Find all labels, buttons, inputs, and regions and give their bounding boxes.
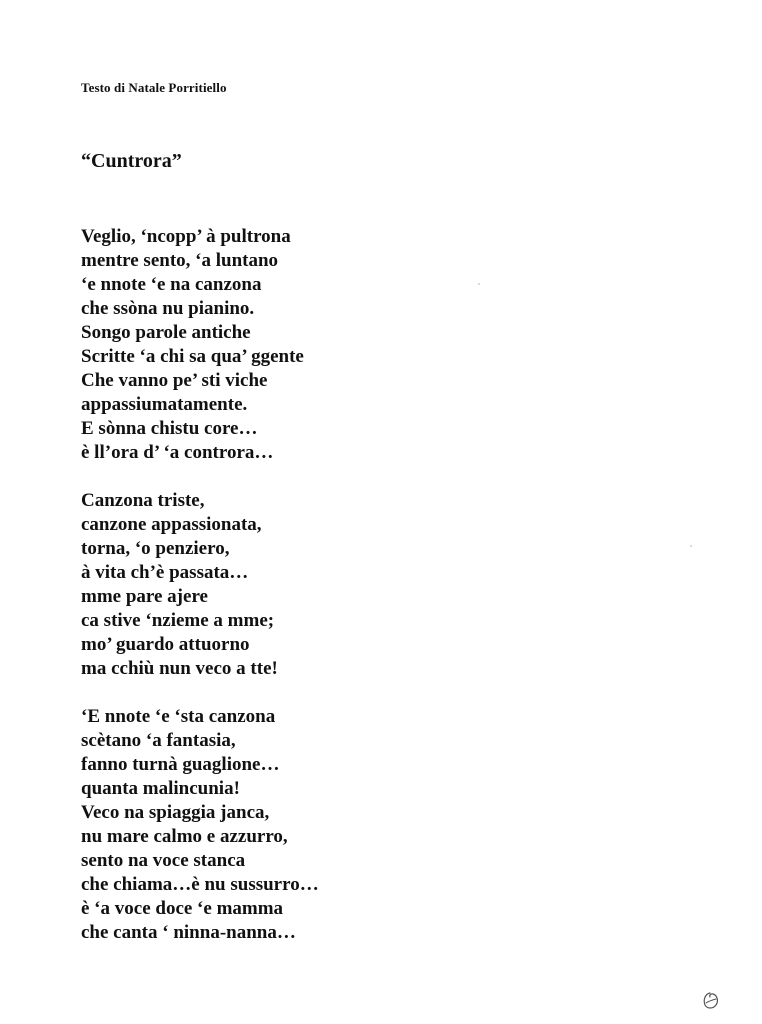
poem-line: appassiumatamente.: [81, 394, 248, 415]
poem-title: “Cuntrora”: [81, 150, 182, 172]
poem-line: Che vanno pe’ sti viche: [81, 370, 268, 391]
poem-line: Scritte ‘a chi sa qua’ ggente: [81, 346, 304, 367]
handwritten-mark-icon: [700, 990, 722, 1012]
poem-line: Songo parole antiche: [81, 322, 251, 343]
poem-line: Canzona triste,: [81, 490, 205, 511]
poem-line: scètano ‘a fantasia,: [81, 730, 236, 751]
poem-line: Veglio, ‘ncopp’ à pultrona: [81, 226, 291, 247]
poem-line: quanta malincunia!: [81, 778, 240, 799]
author-line: Testo di Natale Porritiello: [81, 80, 227, 95]
scan-speck: [690, 545, 692, 547]
stanza-2: [81, 489, 319, 681]
poem-line: ma cchiù nun veco a tte!: [81, 658, 278, 679]
poem-line: mentre sento, ‘a luntano: [81, 250, 279, 271]
poem-line: ca stive ‘nzieme a mme;: [81, 610, 275, 631]
poem-line: E sònna chistu core…: [81, 418, 258, 439]
poem-line: fanno turnà guaglione…: [81, 754, 280, 775]
poem-line: è ll’ora d’ ‘a controra…: [81, 442, 274, 463]
poem-line: canzone appassionata,: [81, 514, 262, 535]
poem-line: è ‘a voce doce ‘e mamma: [81, 898, 284, 919]
poem-line: Veco na spiaggia janca,: [81, 802, 270, 823]
poem-line: che ssòna nu pianino.: [81, 298, 255, 319]
poem-line: torna, ‘o penziero,: [81, 538, 230, 559]
poem-line: che chiama…è nu sussurro…: [81, 874, 319, 895]
poem-line: ‘e nnote ‘e na canzona: [81, 274, 262, 295]
poem-line: che canta ‘ ninna-nanna…: [81, 922, 296, 943]
poem-line: ‘E nnote ‘e ‘sta canzona: [81, 706, 276, 727]
poem-line: sento na voce stanca: [81, 850, 246, 871]
poem-line: nu mare calmo e azzurro,: [81, 826, 288, 847]
stanza-1: [81, 225, 319, 465]
poem-line: mme pare ajere: [81, 586, 208, 607]
stanza-3: [81, 705, 319, 945]
scan-speck: [478, 283, 480, 285]
poem-body: [81, 225, 319, 969]
poem-line: mo’ guardo attuorno: [81, 634, 250, 655]
poem-line: à vita ch’è passata…: [81, 562, 249, 583]
